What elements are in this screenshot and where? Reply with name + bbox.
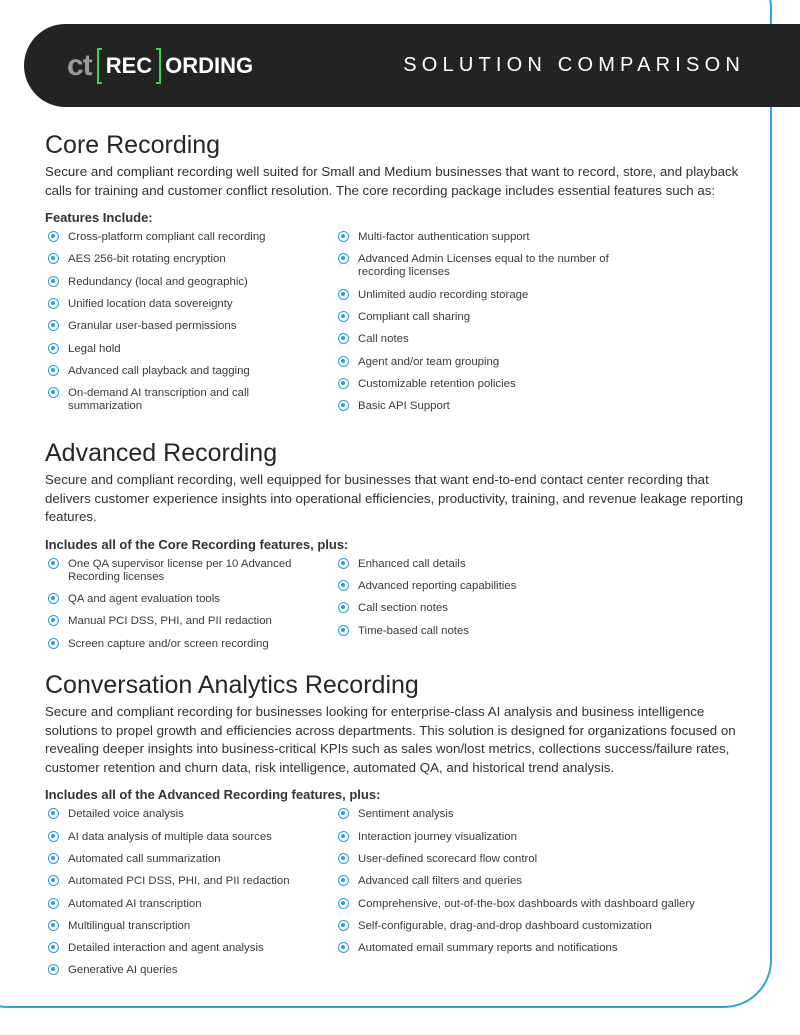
bullet-icon [48,276,59,287]
bullet-icon [48,387,59,398]
list-item [45,253,335,266]
bullet-icon [338,853,349,864]
list-item [45,808,335,821]
feature-text: Redundancy (local and geographic) [68,275,248,288]
bullet-icon [48,808,59,819]
feature-text: On-demand AI transcription and call summarization [68,387,250,413]
feature-text: Enhanced call details [358,557,466,570]
bullet-icon [338,231,349,242]
feature-text: QA and agent evaluation tools [68,593,220,606]
logo-prefix: ct [67,49,92,82]
section-description: Secure and compliant recording, well equipped for businesses that want end-to-end contact center recording that delivers customer experience insights into operational efficiencies, productivity, training, and revenue leakage reporting features. [45,472,743,525]
section-title: Advanced Recording [45,439,278,467]
bullet-icon [338,356,349,367]
feature-text: User-defined scorecard flow control [358,852,538,865]
feature-text: Basic API Support [358,400,450,413]
list-item [335,558,735,571]
list-item [335,808,735,821]
feature-text: Automated PCI DSS, PHI, and PII redaction [68,875,290,888]
list-item [335,378,735,391]
bullet-icon [48,920,59,931]
feature-text: Multilingual transcription [68,919,191,932]
bullet-icon [338,289,349,300]
bullet-icon [338,333,349,344]
list-item [335,625,735,638]
list-item [45,276,335,289]
list-item [335,333,735,346]
feature-list-right [335,231,735,422]
feature-text: Multi-factor authentication support [358,231,530,244]
feature-list-right [335,808,735,986]
feature-text: Detailed interaction and agent analysis [68,942,264,955]
feature-text: AI data analysis of multiple data sources [68,830,272,843]
feature-text: Unified location data sovereignty [68,298,233,311]
feature-text: One QA supervisor license per 10 Advanced Recording licenses [68,557,292,583]
list-item [45,343,335,356]
list-item [335,602,735,615]
feature-text: Customizable retention policies [358,377,516,390]
bullet-icon [48,942,59,953]
list-item [45,365,335,378]
section-core-recording [45,130,755,423]
header-title: SOLUTION COMPARISON [403,54,745,76]
bullet-icon [48,343,59,354]
bullet-icon [338,378,349,389]
feature-text: Sentiment analysis [358,808,454,821]
bullet-icon [48,875,59,886]
bullet-icon [48,853,59,864]
feature-text: Agent and/or team grouping [358,355,500,368]
feature-text: Call notes [358,333,409,346]
bullet-icon [338,253,349,264]
feature-text: Compliant call sharing [358,311,471,324]
list-item [45,593,335,606]
logo-word-left: REC [105,53,153,78]
list-item [335,853,735,866]
list-item [45,231,335,244]
list-item [335,400,735,413]
feature-text: Comprehensive, out-of-the-box dashboards with dashboard gallery [358,897,695,910]
section-subheading: Features Include: [45,210,153,226]
bullet-icon [338,311,349,322]
bullet-icon [48,253,59,264]
list-item [335,942,735,955]
feature-text: AES 256-bit rotating encryption [68,253,226,266]
logo-word-right: ORDING [165,53,254,78]
bullet-icon [338,580,349,591]
feature-text: Call section notes [358,602,448,615]
feature-list-left [45,558,335,660]
bullet-icon [338,808,349,819]
section-subheading: Includes all of the Core Recording features, plus: [45,536,349,552]
feature-text: Cross-platform compliant call recording [68,231,266,244]
feature-text: Detailed voice analysis [68,808,184,821]
bullet-icon [338,400,349,411]
list-item [335,253,638,279]
list-item [45,920,335,933]
bullet-icon [48,638,59,649]
feature-columns [45,808,755,986]
list-item [45,898,335,911]
list-item [335,356,735,369]
feature-text: Self-configurable, drag-and-drop dashboard customization [358,919,652,932]
feature-text: Advanced Admin Licenses equal to the number of recording licenses [358,253,609,279]
list-item [335,831,735,844]
feature-columns [45,231,755,422]
bullet-icon [48,831,59,842]
list-item [45,942,335,955]
list-item [335,920,735,933]
bullet-icon [338,942,349,953]
feature-text: Manual PCI DSS, PHI, and PII redaction [68,615,272,628]
feature-list-left [45,231,335,422]
feature-text: Advanced call filters and queries [358,875,522,888]
bullet-icon [338,898,349,909]
list-item [45,615,335,628]
header-banner [24,24,800,107]
feature-text: Legal hold [68,342,121,355]
bullet-icon [48,365,59,376]
list-item [45,320,335,333]
list-item [45,853,335,866]
bullet-icon [48,615,59,626]
list-item [335,289,735,302]
bullet-icon [48,898,59,909]
list-item [335,311,735,324]
bullet-icon [338,920,349,931]
bullet-icon [338,558,349,569]
feature-columns [45,558,755,660]
section-description: Secure and compliant recording for businesses looking for enterprise-class AI analysis and business intelligence solutions to propel growth and efficiencies across departments. This solution is designed for organizations focused on revealing deeper insights into business-critical KPIs such as sales won/lost metrics, collections success/failure rates, customer retention and churn data, risk intelligence, automated QA, and historical trend analysis. [45,704,736,775]
section-title: Conversation Analytics Recording [45,671,419,699]
list-item [335,580,735,593]
ct-recording-logo [67,46,257,86]
list-item [45,298,335,311]
feature-text: Screen capture and/or screen recording [68,637,269,650]
feature-text: Interaction journey visualization [358,830,517,843]
bullet-icon [48,558,59,569]
feature-text: Granular user-based permissions [68,320,237,333]
feature-list-right [335,558,735,660]
feature-text: Advanced call playback and tagging [68,364,250,377]
feature-text: Unlimited audio recording storage [358,288,529,301]
section-title: Core Recording [45,131,221,159]
bullet-icon [48,231,59,242]
list-item [335,898,735,911]
bullet-icon [48,593,59,604]
bullet-icon [338,831,349,842]
feature-text: Generative AI queries [68,964,178,977]
list-item [45,387,278,413]
feature-text: Time-based call notes [358,624,470,637]
list-item [45,638,335,651]
feature-text: Automated call summarization [68,852,221,865]
list-item [335,875,735,888]
list-item [45,831,335,844]
list-item [45,875,335,888]
feature-text: Automated AI transcription [68,897,202,910]
section-advanced-recording [45,438,755,660]
bullet-icon [48,964,59,975]
list-item [45,964,335,977]
bullet-icon [48,320,59,331]
list-item [45,558,308,584]
bullet-icon [338,602,349,613]
section-subheading: Includes all of the Advanced Recording features, plus: [45,787,381,803]
bullet-icon [338,875,349,886]
section-description: Secure and compliant recording well suited for Small and Medium businesses that want to record, store, and playback calls for training and customer conflict resolution. The core recording package includes essential features such as: [45,164,739,198]
bullet-icon [338,625,349,636]
feature-text: Automated email summary reports and notifications [358,942,618,955]
feature-list-left [45,808,335,986]
bullet-icon [48,298,59,309]
list-item [335,231,735,244]
feature-text: Advanced reporting capabilities [358,580,517,593]
section-conversation-analytics [45,670,755,987]
